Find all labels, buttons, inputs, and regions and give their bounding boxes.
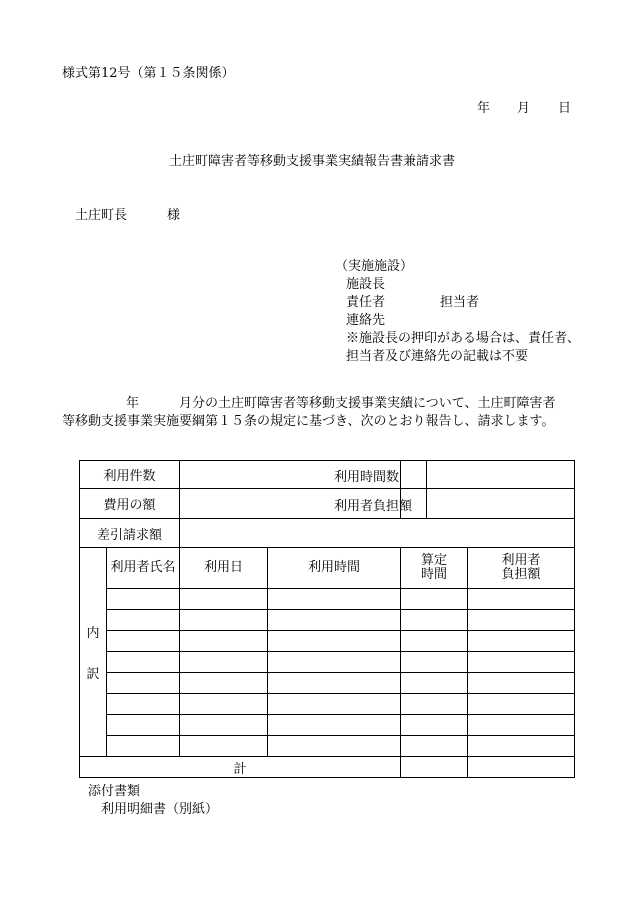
body-year: 年 [126,396,140,411]
table-row [80,673,575,694]
net-claim-label: 差引請求額 [80,519,180,548]
header-burden-line-1: 利用者 [501,553,541,568]
body-line-1: 月分の土庄町障害者等移動支援事業実績について、土庄町障害者 [179,396,556,411]
date-day: 日 [558,101,572,116]
date-year: 年 [477,101,491,116]
facility-head: 施設長 [346,277,386,292]
form-number: 様式第12号（第１５条関係） [62,66,235,81]
total-label: 計 [80,757,401,778]
usage-hours-label: 利用時間数 [334,470,400,485]
facility-contact-person: 担当者 [440,295,480,310]
breakdown-char-1: 内 [86,626,100,641]
body-line-2: 等移動支援事業実施要綱第１５条の規定に基づき、次のとおり報告し、請求します。 [62,414,555,429]
net-claim-value [180,519,575,548]
header-calc-hours [401,548,468,589]
breakdown-char-2: 訳 [86,667,100,682]
facility-responsible: 責任者 [346,295,386,310]
facility-note-1: ※施設長の押印がある場合は、責任者、 [346,331,581,346]
total-calc-hours [401,757,468,778]
table-row [80,715,575,736]
header-user-burden [468,548,575,589]
cost-amount-label: 費用の額 [80,489,180,519]
table-row [80,694,575,715]
header-calc-line-1: 算定 [421,553,448,568]
usage-count-label: 利用件数 [80,461,180,489]
report-table [79,460,575,778]
user-burden-label: 利用者負担額 [334,499,413,514]
table-row [80,652,575,673]
header-calc-line-2: 時間 [421,567,448,582]
header-date: 利用日 [180,548,268,589]
total-user-burden [468,757,575,778]
table-row [80,631,575,652]
breakdown-label [80,548,107,757]
document-title: 土庄町障害者等移動支援事業実績報告書兼請求書 [169,154,456,169]
column-divider [426,461,427,519]
header-user-name: 利用者氏名 [107,548,180,589]
header-burden-line-2: 負担額 [501,567,541,582]
attachments-heading: 添付書類 [88,784,141,799]
facility-heading: （実施施設） [335,259,414,274]
table-row [80,610,575,631]
table-row [80,589,575,610]
facility-contact: 連絡先 [346,313,386,328]
facility-note-2: 担当者及び連絡先の記載は不要 [346,349,529,364]
table-row [80,736,575,757]
attachments-item: 利用明細書（別紙） [101,802,219,817]
date-month: 月 [517,101,531,116]
addressee-name: 土庄町長 [75,208,128,223]
addressee-honorific: 様 [167,208,181,223]
header-time: 利用時間 [268,548,401,589]
